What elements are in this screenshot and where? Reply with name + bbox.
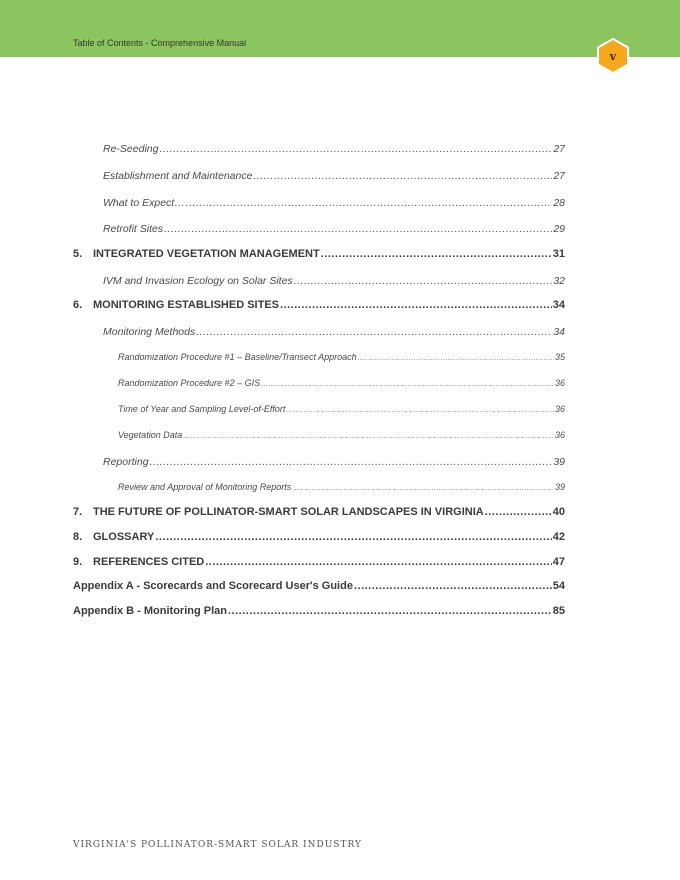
toc-entry-label: Randomization Procedure #1 – Baseline/Transect Approach [118, 352, 357, 362]
toc-entry-page: 39 [553, 456, 565, 468]
toc-entry-page: 27 [553, 143, 565, 155]
toc-entry[interactable] [73, 170, 565, 182]
toc-entry[interactable] [73, 223, 565, 235]
toc-entry-page: 29 [553, 223, 565, 235]
toc-entry-page: 34 [553, 326, 565, 338]
toc-entry-page: 27 [553, 170, 565, 182]
dot-leader [292, 482, 554, 492]
toc-subentry[interactable] [73, 430, 565, 440]
toc-entry-page: 85 [552, 605, 565, 617]
dot-leader [253, 170, 552, 182]
toc-entry-page: 28 [553, 197, 565, 209]
toc-section[interactable] [73, 506, 565, 518]
toc-entry-label: MONITORING ESTABLISHED SITES [93, 299, 279, 311]
dot-leader [159, 143, 552, 155]
toc-subentry[interactable] [73, 378, 565, 388]
dot-leader [150, 456, 553, 468]
toc-entry-page: 35 [554, 352, 565, 362]
dot-leader [286, 404, 554, 414]
toc-entry[interactable] [73, 275, 565, 287]
dot-leader [155, 531, 551, 543]
dot-leader [321, 248, 552, 260]
toc-entry-label: THE FUTURE OF POLLINATOR-SMART SOLAR LANDSCAPES IN VIRGINIA [93, 506, 484, 518]
toc-section[interactable] [73, 531, 565, 543]
page-footer: VIRGINIA'S POLLINATOR-SMART SOLAR INDUSTRY [73, 840, 362, 850]
toc-entry-page: 32 [553, 275, 565, 287]
toc-entry-label: What to Expect… [103, 197, 185, 209]
toc-entry-label: INTEGRATED VEGETATION MANAGEMENT [93, 248, 320, 260]
toc-entry-page: 31 [552, 248, 565, 260]
toc-appendix[interactable] [73, 580, 565, 592]
toc-subentry[interactable] [73, 404, 565, 414]
dot-leader [228, 605, 552, 617]
toc-entry-label: GLOSSARY [93, 531, 155, 543]
toc-entry[interactable] [73, 143, 565, 155]
toc-entry[interactable] [73, 326, 565, 338]
toc-section[interactable] [73, 299, 565, 311]
toc-entry-label: Randomization Procedure #2 – GIS [118, 378, 261, 388]
toc-subentry[interactable] [73, 482, 565, 492]
toc-entry-label: Review and Approval of Monitoring Reports [118, 482, 292, 492]
toc-entry-page: 40 [552, 506, 565, 518]
toc-entry-label: Appendix B - Monitoring Plan [73, 605, 227, 617]
toc-section[interactable] [73, 248, 565, 260]
toc-entry-page: 34 [552, 299, 565, 311]
toc-entry-label: Re-Seeding [103, 143, 159, 155]
toc-entry-page: 47 [552, 556, 565, 568]
toc-entry[interactable] [73, 197, 565, 209]
toc-section[interactable] [73, 556, 565, 568]
dot-leader [358, 352, 554, 362]
toc-section-number: 5. [73, 248, 83, 260]
dot-leader [205, 556, 552, 568]
toc-section-number: 7. [73, 506, 83, 518]
toc-entry-page: 39 [554, 482, 565, 492]
toc-entry-label: Reporting [103, 456, 149, 468]
toc-entry-label: Appendix A - Scorecards and Scorecard User's Guide [73, 580, 353, 592]
toc-entry-label: Time of Year and Sampling Level-of-Effort [118, 404, 286, 414]
dot-leader [196, 326, 552, 338]
page-header [0, 0, 680, 63]
page-number: v [609, 49, 617, 63]
toc-entry-label: Retrofit Sites [103, 223, 164, 235]
toc-section-number: 6. [73, 299, 83, 311]
toc-entry-label: Vegetation Data [118, 430, 183, 440]
dot-leader [183, 430, 554, 440]
toc-entry[interactable] [73, 456, 565, 468]
dot-leader [280, 299, 552, 311]
header-title: Table of Contents - Comprehensive Manual [73, 38, 247, 48]
dot-leader [261, 378, 554, 388]
dot-leader [164, 223, 552, 235]
toc-entry-label: Establishment and Maintenance [103, 170, 253, 182]
dot-leader [186, 197, 553, 209]
toc-entry-label: REFERENCES CITED [93, 556, 205, 568]
toc-entry-label: IVM and Invasion Ecology on Solar Sites [103, 275, 293, 287]
toc-subentry[interactable] [73, 352, 565, 362]
toc-entry-page: 42 [552, 531, 565, 543]
dot-leader [294, 275, 553, 287]
toc-entry-page: 36 [554, 378, 565, 388]
dot-leader [485, 506, 552, 518]
toc-entry-label: Monitoring Methods [103, 326, 196, 338]
page-number-badge [596, 38, 630, 74]
toc-entry-page: 36 [554, 430, 565, 440]
toc-section-number: 8. [73, 531, 83, 543]
toc-section-number: 9. [73, 556, 83, 568]
toc-entry-page: 54 [552, 580, 565, 592]
dot-leader [354, 580, 552, 592]
toc-appendix[interactable] [73, 605, 565, 617]
toc-entry-page: 36 [554, 404, 565, 414]
